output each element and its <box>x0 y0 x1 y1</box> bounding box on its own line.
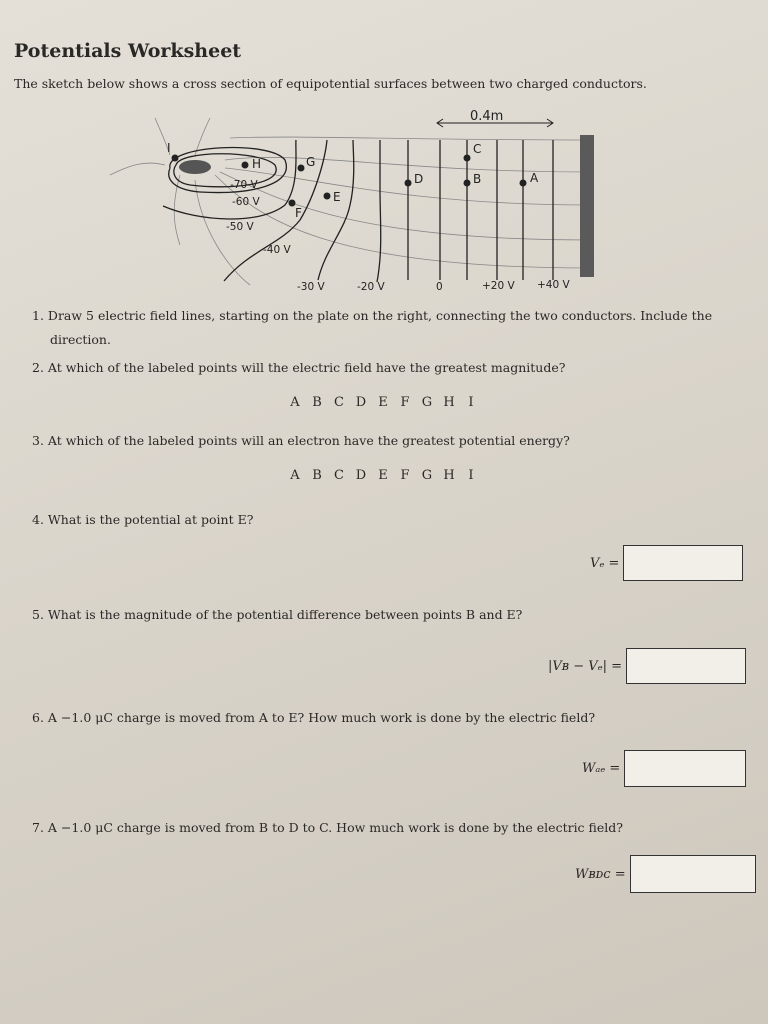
page-title: Potentials Worksheet <box>14 40 242 62</box>
choice-b[interactable]: B <box>312 395 322 410</box>
question-6 <box>32 710 595 725</box>
field-lines <box>110 118 590 285</box>
question-1-continued: direction. <box>50 332 111 347</box>
answer-box[interactable] <box>624 750 746 787</box>
question-number: 7. <box>32 820 44 835</box>
equipotential-lines <box>163 140 553 282</box>
answer-4 <box>590 545 743 581</box>
answer-box[interactable] <box>623 545 743 581</box>
left-conductor <box>179 160 211 174</box>
point-label-h: H <box>252 157 262 171</box>
point-label-a: A <box>530 171 539 185</box>
question-3-choices <box>284 468 482 483</box>
choice-d[interactable]: D <box>355 395 367 410</box>
answer-5 <box>548 648 746 684</box>
choice-a[interactable]: A <box>290 395 300 410</box>
choice-b[interactable]: B <box>312 468 322 483</box>
answer-box[interactable] <box>630 855 756 893</box>
choice-c[interactable]: C <box>334 395 344 410</box>
point-label-c: C <box>473 142 482 156</box>
potential-label: -60 V <box>232 196 260 208</box>
answer-label: Wₐₑ = <box>582 761 621 776</box>
choice-e[interactable]: E <box>378 468 388 483</box>
scale-label: 0.4m <box>470 109 504 124</box>
potential-label: -50 V <box>226 221 254 233</box>
question-2 <box>32 360 565 375</box>
potential-label: 0 <box>436 281 443 293</box>
potential-label: +40 V <box>537 279 570 291</box>
question-number: 3. <box>32 433 44 448</box>
answer-label: Vₑ = <box>590 555 620 571</box>
choice-a[interactable]: A <box>290 468 300 483</box>
question-text: What is the potential at point E? <box>47 512 254 527</box>
question-5 <box>32 607 522 622</box>
choice-f[interactable]: F <box>400 395 410 410</box>
question-2-choices <box>284 395 482 410</box>
answer-box[interactable] <box>626 648 746 684</box>
point-label-i: I <box>167 141 171 155</box>
question-number: 1. <box>32 308 44 323</box>
intro-text: The sketch below shows a cross section of equipotential surfaces between two charged conductors. <box>14 76 647 91</box>
question-text: At which of the labeled points will an electron have the greatest potential energy? <box>47 433 570 448</box>
point-label-b: B <box>473 172 482 186</box>
choice-g[interactable]: G <box>421 395 433 410</box>
answer-label: |Vʙ − Vₑ| = <box>548 658 623 674</box>
question-1 <box>32 308 712 323</box>
choice-h[interactable]: H <box>443 395 455 410</box>
point-label-g: G <box>306 155 316 169</box>
potential-label: -40 V <box>263 244 291 256</box>
question-text: At which of the labeled points will the electric field have the greatest magnitude? <box>47 360 566 375</box>
potential-label: -70 V <box>230 179 258 191</box>
potential-label: -20 V <box>357 281 385 293</box>
answer-label: Wʙᴅᴄ = <box>575 866 626 882</box>
choice-h[interactable]: H <box>443 468 455 483</box>
question-number: 5. <box>32 607 44 622</box>
question-number: 4. <box>32 512 44 527</box>
potential-label: +20 V <box>482 280 515 292</box>
choice-i[interactable]: I <box>468 395 474 410</box>
question-3 <box>32 433 570 448</box>
right-plate <box>580 135 594 277</box>
answer-6 <box>582 750 746 787</box>
point-label-e: E <box>333 190 341 204</box>
choice-g[interactable]: G <box>421 468 433 483</box>
question-4 <box>32 512 253 527</box>
question-text: A −1.0 μC charge is moved from B to D to C. How much work is done by the electric field? <box>47 820 623 835</box>
choice-e[interactable]: E <box>378 395 388 410</box>
question-number: 2. <box>32 360 44 375</box>
question-text: A −1.0 μC charge is moved from A to E? How much work is done by the electric field? <box>47 710 596 725</box>
question-text: Draw 5 electric field lines, starting on the plate on the right, connecting the two conductors. Include the <box>47 308 713 323</box>
potential-label: -30 V <box>297 281 325 293</box>
question-text: What is the magnitude of the potential difference between points B and E? <box>47 607 523 622</box>
question-number: 6. <box>32 710 44 725</box>
point-label-f: F <box>295 206 302 220</box>
choice-c[interactable]: C <box>334 468 344 483</box>
choice-i[interactable]: I <box>468 468 474 483</box>
choice-f[interactable]: F <box>400 468 410 483</box>
question-7 <box>32 820 623 835</box>
answer-7 <box>575 855 756 893</box>
choice-d[interactable]: D <box>355 468 367 483</box>
point-label-d: D <box>414 172 424 186</box>
